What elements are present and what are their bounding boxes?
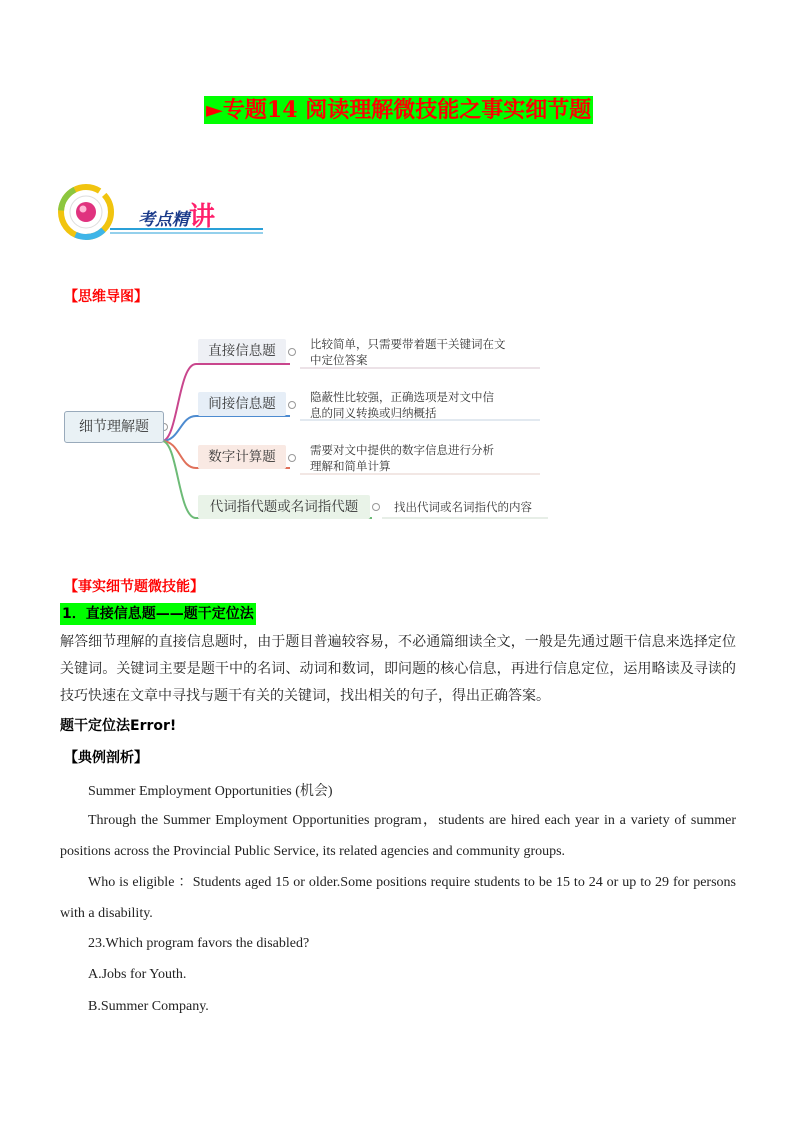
question-23: 23.Which program favors the disabled? [88, 936, 310, 951]
desc-line: 中定位答案 [310, 353, 368, 367]
mindmap-node-calc: 数字计算题 [198, 445, 286, 469]
method-line: 题干定位法Error! [60, 718, 177, 734]
example-paragraph-1: Through the Summer Employment Opportunities program，students are hired each year in a variety of summer positions across the Provincial Public Service, its related agencies and community groups. [60, 813, 736, 859]
mindmap-desc-direct [310, 336, 506, 368]
desc-line: 息的同义转换或归纳概括 [310, 406, 437, 420]
mindmap-desc-calc [310, 442, 494, 474]
desc-line: 找出代词或名词指代的内容 [394, 500, 532, 514]
mindmap-desc-reference [394, 499, 532, 515]
example-heading: 【典例剖析】 [64, 750, 148, 766]
mindmap-heading: 【思维导图】 [64, 289, 148, 305]
skill1-paragraph: 解答细节理解的直接信息题时，由于题目普遍较容易，不必通篇细读全文，一般是先通过题干信息来选择定位关键词。关键词主要是题干中的名词、动词和数词，即问题的核心信息，再进行信息定位，运用略读及寻读的技巧快速在文章中寻找与题干有关的关键词，找出相关的句子，得出正确答案。 [60, 634, 736, 704]
desc-line: 理解和简单计算 [310, 459, 391, 473]
desc-line: 比较简单，只需要带着题干关键词在文 [310, 337, 506, 351]
mindmap-desc-indirect [310, 389, 494, 421]
logo-text-big: 讲 [189, 202, 216, 232]
desc-line: 需要对文中提供的数字信息进行分析 [310, 443, 494, 457]
mindmap-node-direct: 直接信息题 [198, 339, 286, 363]
option-b: B.Summer Company. [88, 999, 209, 1014]
skills-heading: 【事实细节题微技能】 [64, 579, 204, 595]
desc-line: 隐蔽性比较强，正确选项是对文中信 [310, 390, 494, 404]
skill1-heading: 1．直接信息题——题干定位法 [60, 603, 256, 625]
mindmap-connectors [0, 0, 794, 560]
logo-text-small: 考点精 [138, 210, 189, 230]
mindmap-node-reference: 代词指代题或名词指代题 [198, 495, 370, 519]
mindmap-root: 细节理解题 [64, 411, 164, 443]
example-paragraph-2: Who is eligible ：Students aged 15 or older.Some positions require students to be 15 to 24 or up to 29 for persons with a disability. [60, 875, 736, 921]
page-title: ►专题14 阅读理解微技能之事实细节题 [206, 97, 592, 123]
example-title: Summer Employment Opportunities (机会) [88, 784, 333, 799]
mindmap-node-indirect: 间接信息题 [198, 392, 286, 416]
option-a: A.Jobs for Youth. [88, 967, 187, 982]
